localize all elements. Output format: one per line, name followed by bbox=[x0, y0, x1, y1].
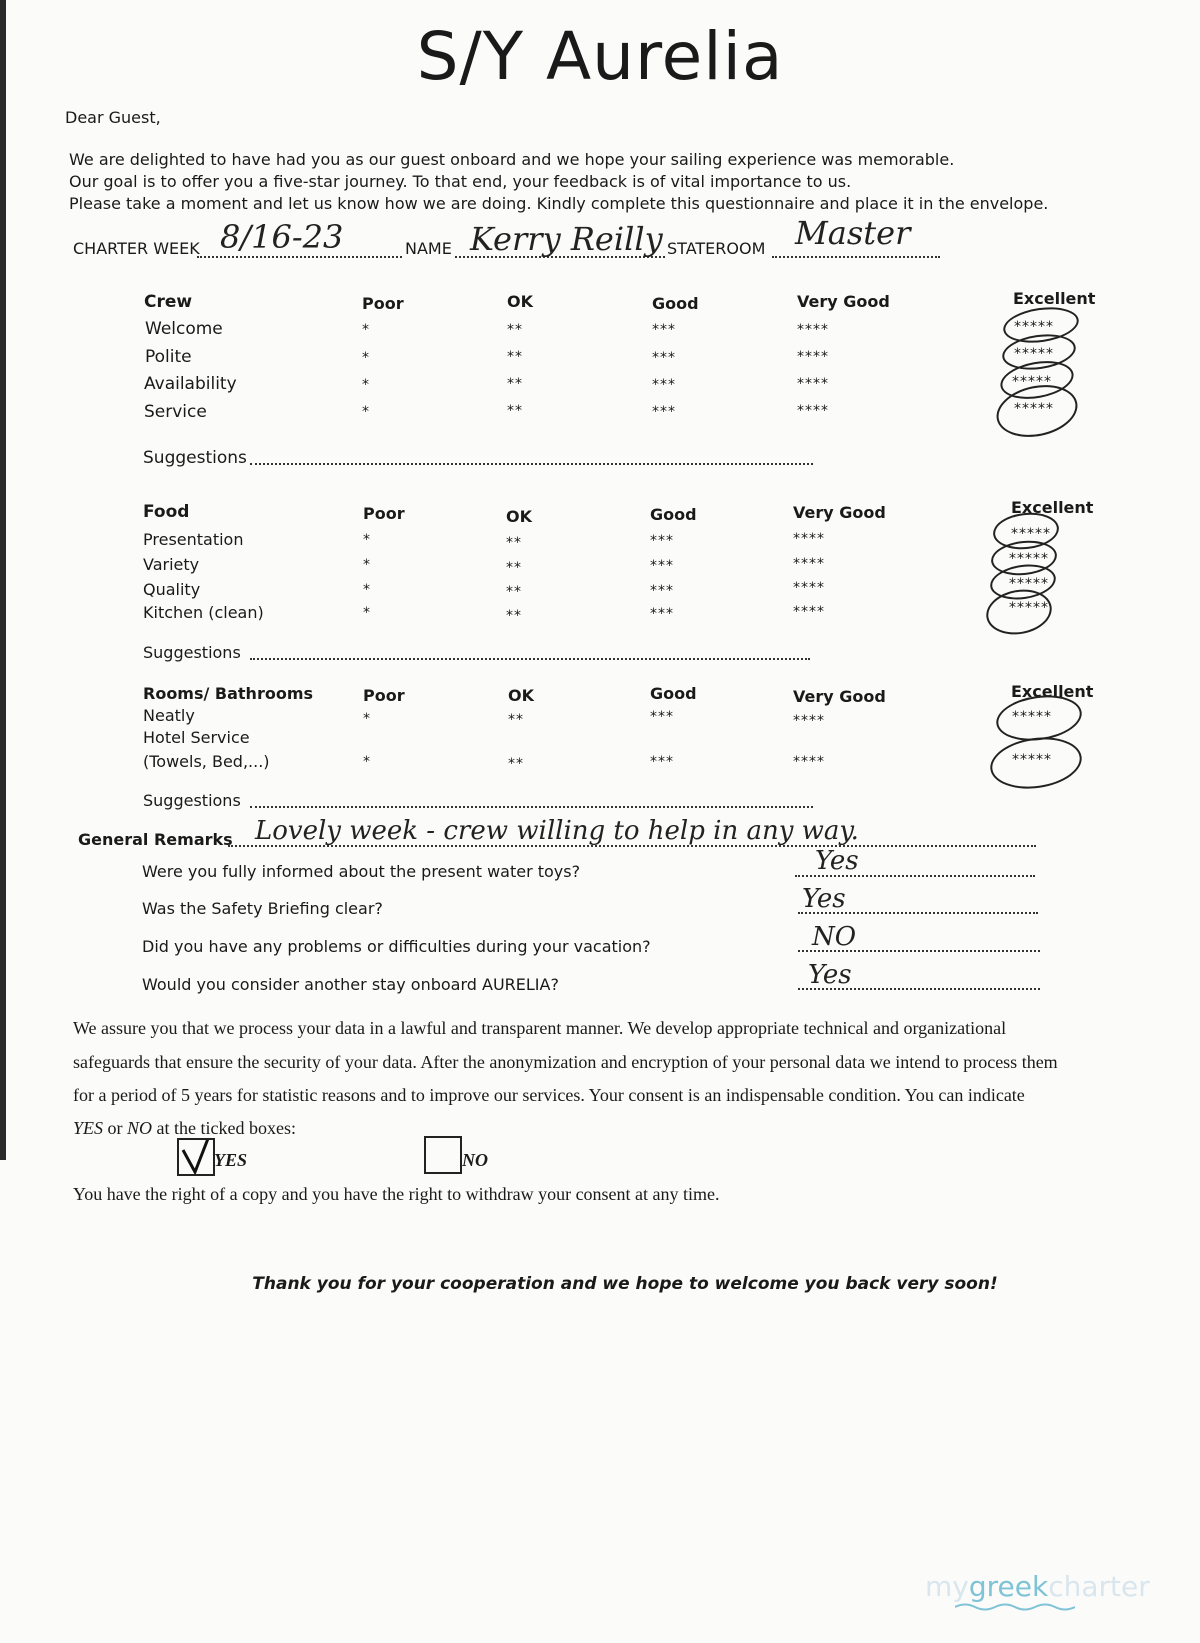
rating-good[interactable]: *** bbox=[652, 322, 676, 338]
rating-header-good: Good bbox=[650, 505, 697, 524]
rating-very-good[interactable]: **** bbox=[797, 349, 829, 365]
rating-header-ok: OK bbox=[506, 507, 532, 526]
general-remarks-label: General Remarks bbox=[78, 830, 233, 849]
rating-good[interactable]: *** bbox=[650, 606, 674, 622]
item-label-hotel-service: Hotel Service bbox=[143, 728, 250, 747]
consent-line-2: safeguards that ensure the security of your data. After the anonymization and encryption of your personal data we intend to process them bbox=[73, 1052, 1058, 1072]
thank-you-message: Thank you for your cooperation and we hope to welcome you back very soon! bbox=[252, 1274, 998, 1294]
rating-ok[interactable]: ** bbox=[508, 756, 524, 772]
answer-value[interactable]: Yes bbox=[815, 846, 859, 876]
rating-header-ok: OK bbox=[507, 292, 533, 311]
name-value[interactable]: Kerry Reilly bbox=[470, 220, 663, 258]
watermark-charter: charter bbox=[1048, 1570, 1150, 1603]
item-label: Kitchen (clean) bbox=[143, 603, 264, 622]
rating-poor[interactable]: * bbox=[362, 377, 370, 393]
rating-header-good: Good bbox=[650, 684, 697, 703]
stateroom-label: STATEROOM bbox=[667, 239, 766, 258]
consent-line-1: We assure you that we process your data in a lawful and transparent manner. We develop appropriate technical and organizational bbox=[73, 1018, 1007, 1038]
section-title-food: Food bbox=[143, 502, 190, 522]
question-text: Were you fully informed about the present water toys? bbox=[142, 862, 581, 881]
rating-very-good[interactable]: **** bbox=[797, 403, 829, 419]
watermark-greek: greek bbox=[968, 1570, 1049, 1603]
consent-yes-checkbox[interactable] bbox=[177, 1138, 215, 1176]
rating-poor[interactable]: * bbox=[362, 350, 370, 366]
item-label: Neatly bbox=[143, 706, 195, 725]
question-text: Did you have any problems or difficulties during your vacation? bbox=[142, 937, 651, 956]
item-label: Quality bbox=[143, 580, 201, 599]
suggestions-label-rooms: Suggestions bbox=[143, 791, 241, 810]
rating-very-good[interactable]: **** bbox=[793, 754, 825, 770]
rating-poor[interactable]: * bbox=[362, 404, 370, 420]
rating-header-poor: Poor bbox=[363, 504, 405, 523]
rating-header-very-good: Very Good bbox=[793, 503, 886, 522]
rating-header-excellent: Excellent bbox=[1013, 289, 1096, 308]
consent-yes-label: YES bbox=[214, 1150, 248, 1170]
rating-ok[interactable]: ** bbox=[506, 535, 522, 551]
rating-good[interactable]: *** bbox=[650, 754, 674, 770]
consent-rights: You have the right of a copy and you have the right to withdraw your consent at any time. bbox=[73, 1184, 720, 1204]
rating-good[interactable]: *** bbox=[650, 709, 674, 725]
suggestions-label-food: Suggestions bbox=[143, 643, 241, 662]
stateroom-line bbox=[772, 256, 940, 258]
rating-poor[interactable]: * bbox=[362, 322, 370, 338]
item-label: Polite bbox=[145, 347, 192, 367]
rating-header-excellent: Excellent bbox=[1011, 498, 1094, 517]
rating-ok[interactable]: ** bbox=[507, 349, 523, 365]
rating-header-ok: OK bbox=[508, 686, 534, 705]
consent-no-word: NO bbox=[127, 1118, 153, 1138]
rating-good[interactable]: *** bbox=[650, 533, 674, 549]
question-text: Would you consider another stay onboard AURELIA? bbox=[142, 975, 559, 994]
rating-very-good[interactable]: **** bbox=[797, 322, 829, 338]
stateroom-value[interactable]: Master bbox=[795, 214, 911, 252]
check-mark-icon bbox=[179, 1140, 213, 1174]
rating-excellent[interactable]: ***** bbox=[1011, 526, 1051, 542]
selection-circle-rooms-hotel-service bbox=[987, 732, 1085, 794]
answer-value[interactable]: Yes bbox=[802, 884, 846, 914]
greeting: Dear Guest, bbox=[65, 108, 161, 127]
item-label: Variety bbox=[143, 555, 200, 574]
rating-ok[interactable]: ** bbox=[508, 712, 524, 728]
suggestions-label-crew: Suggestions bbox=[143, 448, 247, 468]
rating-poor[interactable]: * bbox=[363, 582, 371, 598]
charter-week-label: CHARTER WEEK bbox=[73, 239, 200, 258]
consent-line-3: for a period of 5 years for statistic reasons and to improve our services. Your consent is an indispensable condition. You can indicate bbox=[73, 1085, 1025, 1105]
watermark-wave-icon bbox=[955, 1602, 1075, 1612]
rating-header-very-good: Very Good bbox=[797, 292, 890, 311]
item-label: Presentation bbox=[143, 530, 244, 549]
rating-header-excellent: Excellent bbox=[1011, 682, 1094, 701]
rating-excellent[interactable]: ***** bbox=[1014, 346, 1054, 362]
charter-week-value[interactable]: 8/16-23 bbox=[220, 218, 344, 256]
rating-ok[interactable]: ** bbox=[506, 560, 522, 576]
rating-excellent[interactable]: ***** bbox=[1009, 551, 1049, 567]
answer-value[interactable]: NO bbox=[812, 922, 857, 952]
consent-no-checkbox[interactable] bbox=[424, 1136, 462, 1174]
rating-ok[interactable]: ** bbox=[507, 322, 523, 338]
section-title-crew: Crew bbox=[144, 292, 193, 312]
charter-week-line bbox=[197, 256, 402, 258]
rating-very-good[interactable]: **** bbox=[793, 713, 825, 729]
rating-very-good[interactable]: **** bbox=[793, 531, 825, 547]
consent-no-label: NO bbox=[462, 1150, 488, 1170]
general-remarks-value[interactable]: Lovely week - crew willing to help in any way. bbox=[255, 816, 859, 846]
rating-good[interactable]: *** bbox=[652, 377, 676, 393]
rating-very-good[interactable]: **** bbox=[793, 556, 825, 572]
rating-header-poor: Poor bbox=[362, 294, 404, 313]
intro-line-1: We are delighted to have had you as our guest onboard and we hope your sailing experience was memorable. bbox=[69, 150, 955, 169]
rating-poor[interactable]: * bbox=[363, 711, 371, 727]
consent-line-4 bbox=[73, 1118, 296, 1139]
suggestions-line-crew[interactable] bbox=[250, 463, 813, 465]
item-label: (Towels, Bed,...) bbox=[143, 752, 270, 771]
rating-very-good[interactable]: **** bbox=[797, 376, 829, 392]
consent-rest: at the ticked boxes: bbox=[152, 1118, 296, 1138]
rating-ok[interactable]: ** bbox=[507, 376, 523, 392]
rating-excellent[interactable]: ***** bbox=[1014, 319, 1054, 335]
consent-or-word: or bbox=[103, 1118, 128, 1138]
rating-good[interactable]: *** bbox=[650, 558, 674, 574]
consent-yes-word: YES bbox=[73, 1118, 104, 1138]
item-label: Availability bbox=[144, 374, 237, 394]
rating-good[interactable]: *** bbox=[652, 404, 676, 420]
rating-ok[interactable]: ** bbox=[507, 403, 523, 419]
answer-value[interactable]: Yes bbox=[808, 960, 852, 990]
rating-header-good: Good bbox=[652, 294, 699, 313]
section-title-rooms: Rooms/ Bathrooms bbox=[143, 684, 314, 703]
intro-line-3: Please take a moment and let us know how we are doing. Kindly complete this questionnaire and place it in the envelope. bbox=[69, 194, 1049, 213]
rating-excellent[interactable]: ***** bbox=[1014, 401, 1054, 417]
rating-poor[interactable]: * bbox=[363, 532, 371, 548]
question-text: Was the Safety Briefing clear? bbox=[142, 899, 383, 918]
rating-excellent[interactable]: ***** bbox=[1012, 374, 1052, 390]
watermark-logo bbox=[925, 1570, 1150, 1603]
rating-excellent[interactable]: ***** bbox=[1012, 709, 1052, 725]
name-label: NAME bbox=[405, 239, 452, 258]
page-edge-shadow bbox=[0, 0, 6, 1160]
rating-poor[interactable]: * bbox=[363, 605, 371, 621]
rating-header-poor: Poor bbox=[363, 686, 405, 705]
rating-ok[interactable]: ** bbox=[506, 584, 522, 600]
intro-line-2: Our goal is to offer you a five-star journey. To that end, your feedback is of vital importance to us. bbox=[69, 172, 852, 191]
item-label: Service bbox=[144, 402, 207, 422]
rating-ok[interactable]: ** bbox=[506, 608, 522, 624]
rating-very-good[interactable]: **** bbox=[793, 604, 825, 620]
rating-poor[interactable]: * bbox=[363, 754, 371, 770]
rating-good[interactable]: *** bbox=[652, 350, 676, 366]
rating-excellent[interactable]: ***** bbox=[1009, 576, 1049, 592]
document-title: S/Y Aurelia bbox=[416, 18, 784, 95]
suggestions-line-rooms[interactable] bbox=[250, 806, 813, 808]
rating-poor[interactable]: * bbox=[363, 557, 371, 573]
item-label: Welcome bbox=[145, 319, 223, 339]
rating-very-good[interactable]: **** bbox=[793, 580, 825, 596]
suggestions-line-food[interactable] bbox=[250, 658, 810, 660]
rating-good[interactable]: *** bbox=[650, 583, 674, 599]
rating-header-very-good: Very Good bbox=[793, 687, 886, 706]
watermark-my: my bbox=[925, 1570, 969, 1603]
rating-excellent[interactable]: ***** bbox=[1009, 600, 1049, 616]
rating-excellent[interactable]: ***** bbox=[1012, 752, 1052, 768]
